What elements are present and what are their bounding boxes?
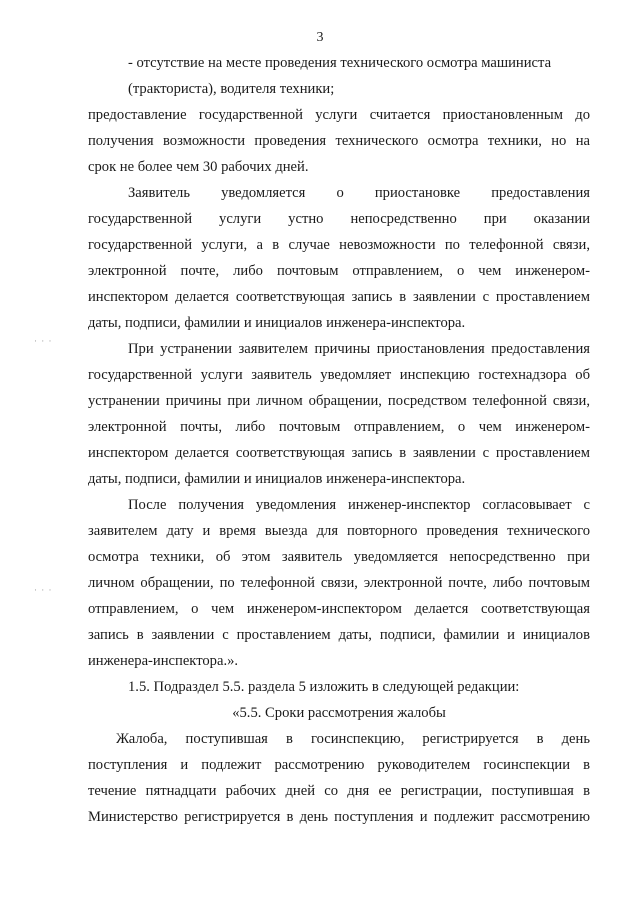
text-line: Заявитель уведомляется о приостановке предоставления (128, 185, 590, 201)
text-line: инспектором делается соответствующая запись в заявлении с проставлением (88, 289, 590, 305)
text-line: государственной услуги заявитель уведомляет инспекцию гостехнадзора об (88, 367, 590, 383)
text-line: личном обращении, по телефонной связи, электронной почте, либо почтовым (88, 575, 590, 591)
text-line: запись в заявлении с проставлением даты, подписи, фамилии и инициалов (88, 627, 590, 643)
text-line: заявителем дату и время выезда для повторного проведения технического (88, 523, 590, 539)
text-line: 1.5. Подраздел 5.5. раздела 5 изложить в следующей редакции: (128, 679, 520, 695)
margin-scan-mark: · · · (34, 585, 53, 595)
text-line: предоставление государственной услуги считается приостановленным до (88, 107, 590, 123)
text-line: отправлением, о чем инженером-инспектором делается соответствующая (88, 601, 590, 617)
text-line: поступления и подлежит рассмотрению руководителем госинспекции в (88, 757, 590, 773)
text-line: государственной услуги, а в случае невозможности по телефонной связи, (88, 237, 590, 253)
margin-scan-mark: · · · (34, 336, 53, 346)
text-line: течение пятнадцати рабочих дней со дня ее регистрации, поступившая в (88, 783, 590, 799)
text-line: Жалоба, поступившая в госинспекцию, регистрируется в день (116, 731, 590, 747)
text-line: После получения уведомления инженер-инспектор согласовывает с (128, 497, 590, 513)
text-line: (тракториста), водителя техники; (128, 81, 335, 97)
text-line: даты, подписи, фамилии и инициалов инженера-инспектора. (88, 315, 466, 331)
text-line: срок не более чем 30 рабочих дней. (88, 159, 309, 175)
text-line: электронной почте, либо почтовым отправлением, о чем инженером- (88, 263, 590, 279)
text-line: государственной услуги устно непосредственно при оказании (88, 211, 590, 227)
text-line: даты, подписи, фамилии и инициалов инженера-инспектора. (88, 471, 466, 487)
text-line: устранении причины при личном обращении, посредством телефонной связи, (88, 393, 590, 409)
text-line: электронной почты, либо почтовым отправлением, о чем инженером- (88, 419, 590, 435)
page-number: 3 (316, 30, 324, 45)
text-line: При устранении заявителем причины приостановления предоставления (128, 341, 590, 357)
text-line: - отсутствие на месте проведения технического осмотра машиниста (128, 55, 552, 71)
text-line: Министерство регистрируется в день поступления и подлежит рассмотрению (88, 809, 590, 825)
text-line: инженера-инспектора.». (88, 653, 239, 669)
text-line: получения возможности проведения технического осмотра техники, но на (88, 133, 590, 149)
text-line: инспектором делается соответствующая запись в заявлении с проставлением (88, 445, 590, 461)
text-line: осмотра техники, об этом заявитель уведомляется непосредственно при (88, 549, 590, 565)
section-heading: «5.5. Сроки рассмотрения жалобы (232, 705, 446, 721)
